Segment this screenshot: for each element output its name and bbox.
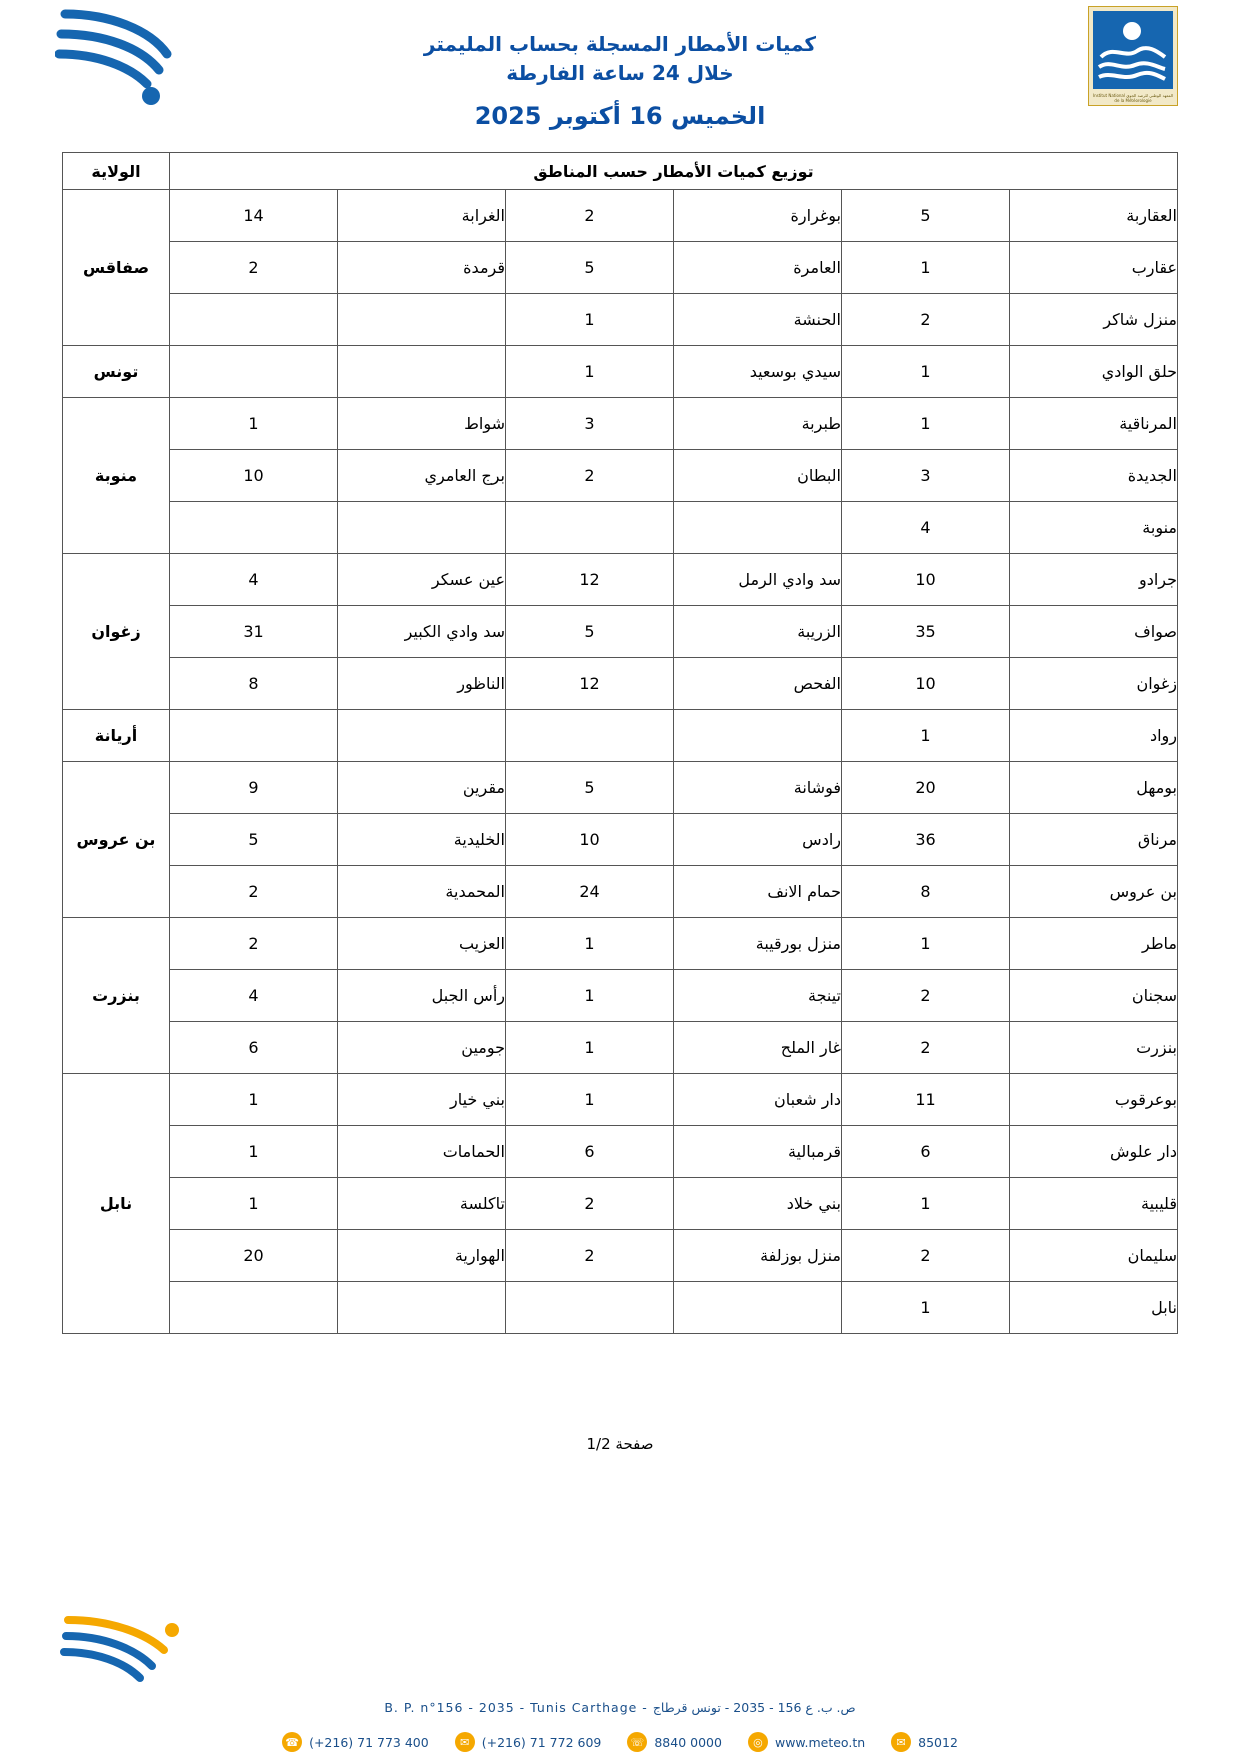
rain-value: 2 [506, 1230, 674, 1282]
region-name: مرناق [1010, 814, 1178, 866]
rain-value: 10 [842, 554, 1010, 606]
region-name: الناظور [338, 658, 506, 710]
region-name: شواط [338, 398, 506, 450]
rain-value: 5 [506, 762, 674, 814]
region-name: الجديدة [1010, 450, 1178, 502]
wilaya-name: صفاقس [63, 190, 170, 346]
region-name: سيدي بوسعيد [674, 346, 842, 398]
region-name: المحمدية [338, 866, 506, 918]
footer-contact[interactable] [748, 1732, 865, 1752]
footer-contact-text: www.meteo.tn [774, 1734, 866, 1750]
rain-value: 1 [506, 294, 674, 346]
rain-value: 2 [842, 970, 1010, 1022]
rain-value: 2 [506, 190, 674, 242]
rain-value [506, 1282, 674, 1334]
region-name: قرمبالية [674, 1126, 842, 1178]
table-row [63, 450, 1178, 502]
rain-value: 3 [842, 450, 1010, 502]
rain-value: 2 [842, 1230, 1010, 1282]
region-name: الخليدية [338, 814, 506, 866]
footer-contact-text: (+216) 71 773 400 [309, 1734, 429, 1750]
rain-value: 3 [506, 398, 674, 450]
table-row [63, 294, 1178, 346]
hotline-icon: ☏ [627, 1732, 647, 1752]
region-name: بومهل [1010, 762, 1178, 814]
wilaya-name: نابل [63, 1074, 170, 1334]
region-name: البطان [674, 450, 842, 502]
table-row [63, 398, 1178, 450]
region-name: الغرابة [338, 190, 506, 242]
rain-value: 2 [170, 866, 338, 918]
region-name: قرمدة [338, 242, 506, 294]
footer-address [0, 1700, 1240, 1718]
rain-value: 1 [506, 970, 674, 1022]
rain-value: 24 [506, 866, 674, 918]
region-name: غار الملح [674, 1022, 842, 1074]
rain-value: 1 [842, 242, 1010, 294]
region-name: رأس الجبل [338, 970, 506, 1022]
rain-value: 2 [842, 294, 1010, 346]
rain-value [506, 502, 674, 554]
rain-value: 4 [170, 554, 338, 606]
region-name: رواد [1010, 710, 1178, 762]
rain-value: 6 [842, 1126, 1010, 1178]
rain-value [506, 710, 674, 762]
footer-contact-text: 85012 [918, 1734, 958, 1750]
region-name: سد وادي الكبير [338, 606, 506, 658]
rain-value: 2 [506, 1178, 674, 1230]
title-block [0, 0, 1240, 130]
wilaya-name: تونس [63, 346, 170, 398]
region-name: سليمان [1010, 1230, 1178, 1282]
rain-value: 1 [170, 398, 338, 450]
meteo-waves-logo [55, 8, 175, 108]
region-name [338, 294, 506, 346]
rain-value: 1 [170, 1178, 338, 1230]
table-row [63, 918, 1178, 970]
rain-value: 1 [842, 1178, 1010, 1230]
globe-icon: ◎ [748, 1732, 768, 1752]
rainfall-table-container [62, 152, 1178, 1334]
region-name: بني خلاد [674, 1178, 842, 1230]
rain-value: 5 [506, 606, 674, 658]
region-name: بن عروس [1010, 866, 1178, 918]
wilaya-name: بنزرت [63, 918, 170, 1074]
region-name: الزريبة [674, 606, 842, 658]
page-footer [0, 1584, 1240, 1754]
rain-value: 6 [170, 1022, 338, 1074]
region-name: عقارب [1010, 242, 1178, 294]
inm-institute-logo [1088, 6, 1178, 106]
table-row [63, 502, 1178, 554]
region-name: العامرة [674, 242, 842, 294]
page-number: صفحة 1/2 [586, 1435, 654, 1453]
region-name: حلق الوادي [1010, 346, 1178, 398]
rain-value [170, 294, 338, 346]
footer-contact-text: (+216) 71 772 609 [481, 1734, 602, 1750]
rain-value [170, 502, 338, 554]
rain-value: 1 [842, 1282, 1010, 1334]
region-name: الفحص [674, 658, 842, 710]
region-name: المرناقية [1010, 398, 1178, 450]
table-row [63, 1022, 1178, 1074]
rain-value: 9 [170, 762, 338, 814]
table-row [63, 866, 1178, 918]
rain-value: 8 [842, 866, 1010, 918]
meteo-footer-logo [60, 1616, 180, 1688]
region-name: طبربة [674, 398, 842, 450]
region-name [338, 710, 506, 762]
inm-logo-caption: المعهد الوطني للرصد الجوي Institut National de la Météorologie [1092, 93, 1174, 104]
rain-value: 20 [842, 762, 1010, 814]
region-name: عين عسكر [338, 554, 506, 606]
rain-value: 2 [842, 1022, 1010, 1074]
table-header-regions: توزيع كميات الأمطار حسب المناطق [170, 153, 1178, 190]
region-name: الحنشة [674, 294, 842, 346]
rain-value: 11 [842, 1074, 1010, 1126]
rain-value: 1 [842, 398, 1010, 450]
table-body [63, 190, 1178, 1334]
region-name: الهوارية [338, 1230, 506, 1282]
region-name: الحمامات [338, 1126, 506, 1178]
region-name: جرادو [1010, 554, 1178, 606]
rain-value: 5 [170, 814, 338, 866]
rain-value: 2 [506, 450, 674, 502]
region-name: بوغرارة [674, 190, 842, 242]
region-name: جومين [338, 1022, 506, 1074]
rain-value: 31 [170, 606, 338, 658]
region-name [338, 346, 506, 398]
footer-contact[interactable] [627, 1732, 722, 1752]
region-name [674, 710, 842, 762]
region-name: فوشانة [674, 762, 842, 814]
wilaya-name: زغوان [63, 554, 170, 710]
region-name: رادس [674, 814, 842, 866]
rain-value: 5 [842, 190, 1010, 242]
rain-value: 20 [170, 1230, 338, 1282]
inm-logo-emblem [1093, 11, 1173, 89]
region-name: سجنان [1010, 970, 1178, 1022]
rain-value: 1 [506, 918, 674, 970]
rain-value: 1 [170, 1126, 338, 1178]
report-title-line-1: كميات الأمطار المسجلة بحساب المليمتر [423, 32, 817, 56]
rain-value: 10 [842, 658, 1010, 710]
table-row [63, 242, 1178, 294]
table-row [63, 970, 1178, 1022]
rain-value: 2 [170, 242, 338, 294]
rain-value: 1 [506, 346, 674, 398]
wilaya-name: بن عروس [63, 762, 170, 918]
region-name: منزل بوزلفة [674, 1230, 842, 1282]
region-name: تينجة [674, 970, 842, 1022]
rain-value: 4 [842, 502, 1010, 554]
rain-value: 1 [170, 1074, 338, 1126]
footer-contact[interactable] [282, 1732, 429, 1752]
rain-value: 1 [842, 346, 1010, 398]
rain-value: 2 [170, 918, 338, 970]
sms-icon: ✉ [891, 1732, 911, 1752]
footer-contact-list [0, 1732, 1240, 1752]
rain-value [170, 1282, 338, 1334]
region-name: دار علوش [1010, 1126, 1178, 1178]
table-row [63, 1230, 1178, 1282]
wilaya-name: منوبة [63, 398, 170, 554]
rain-value: 4 [170, 970, 338, 1022]
region-name [674, 502, 842, 554]
region-name: بوعرقوب [1010, 1074, 1178, 1126]
rain-value [170, 346, 338, 398]
fax-icon: ✉ [455, 1732, 475, 1752]
region-name [338, 1282, 506, 1334]
table-row [63, 1074, 1178, 1126]
region-name: قليبية [1010, 1178, 1178, 1230]
region-name: منزل بورقيبة [674, 918, 842, 970]
rain-value: 36 [842, 814, 1010, 866]
region-name: زغوان [1010, 658, 1178, 710]
region-name: بني خيار [338, 1074, 506, 1126]
region-name: العزيب [338, 918, 506, 970]
region-name: سد وادي الرمل [674, 554, 842, 606]
rain-value [170, 710, 338, 762]
phone-icon: ☎ [282, 1732, 302, 1752]
region-name: نابل [1010, 1282, 1178, 1334]
footer-contact-text: 8840 0000 [654, 1734, 722, 1750]
region-name: برج العامري [338, 450, 506, 502]
table-row [63, 658, 1178, 710]
region-name: العقاربة [1010, 190, 1178, 242]
footer-contact[interactable] [891, 1732, 958, 1752]
table-row [63, 606, 1178, 658]
footer-address-ar: ص. ب. ع 156 - 2035 - تونس قرطاج [652, 1700, 856, 1715]
rain-value: 1 [842, 710, 1010, 762]
table-row [63, 1282, 1178, 1334]
rain-value: 6 [506, 1126, 674, 1178]
table-row [63, 710, 1178, 762]
rain-value: 10 [170, 450, 338, 502]
rainfall-table [62, 152, 1178, 1334]
region-name: منوبة [1010, 502, 1178, 554]
table-row [63, 762, 1178, 814]
table-head [63, 153, 1178, 190]
region-name: حمام الانف [674, 866, 842, 918]
region-name: منزل شاكر [1010, 294, 1178, 346]
table-row [63, 190, 1178, 242]
rain-value: 12 [506, 658, 674, 710]
rain-value: 14 [170, 190, 338, 242]
footer-contact[interactable] [455, 1732, 602, 1752]
rain-value: 8 [170, 658, 338, 710]
table-row [63, 1126, 1178, 1178]
rain-value: 35 [842, 606, 1010, 658]
table-header-row [63, 153, 1178, 190]
table-row [63, 1178, 1178, 1230]
region-name: صواف [1010, 606, 1178, 658]
footer-address-fr: B. P. n°156 - 2035 - Tunis Carthage - [384, 1700, 648, 1715]
table-row [63, 346, 1178, 398]
region-name: تاكلسة [338, 1178, 506, 1230]
rain-value: 1 [506, 1074, 674, 1126]
table-header-wilaya: الولاية [63, 153, 170, 190]
region-name: ماطر [1010, 918, 1178, 970]
region-name: دار شعبان [674, 1074, 842, 1126]
rain-value: 5 [506, 242, 674, 294]
report-date: الخميس 16 أكتوبر 2025 [474, 102, 766, 130]
region-name: مقرين [338, 762, 506, 814]
page-header [0, 0, 1240, 140]
rain-value: 10 [506, 814, 674, 866]
table-row [63, 554, 1178, 606]
table-row [63, 814, 1178, 866]
report-title-line-2: خلال 24 ساعة الفارطة [506, 61, 734, 85]
region-name [674, 1282, 842, 1334]
wilaya-name: أريانة [63, 710, 170, 762]
region-name: بنزرت [1010, 1022, 1178, 1074]
region-name [338, 502, 506, 554]
rain-value: 1 [506, 1022, 674, 1074]
rain-value: 1 [842, 918, 1010, 970]
rain-value: 12 [506, 554, 674, 606]
